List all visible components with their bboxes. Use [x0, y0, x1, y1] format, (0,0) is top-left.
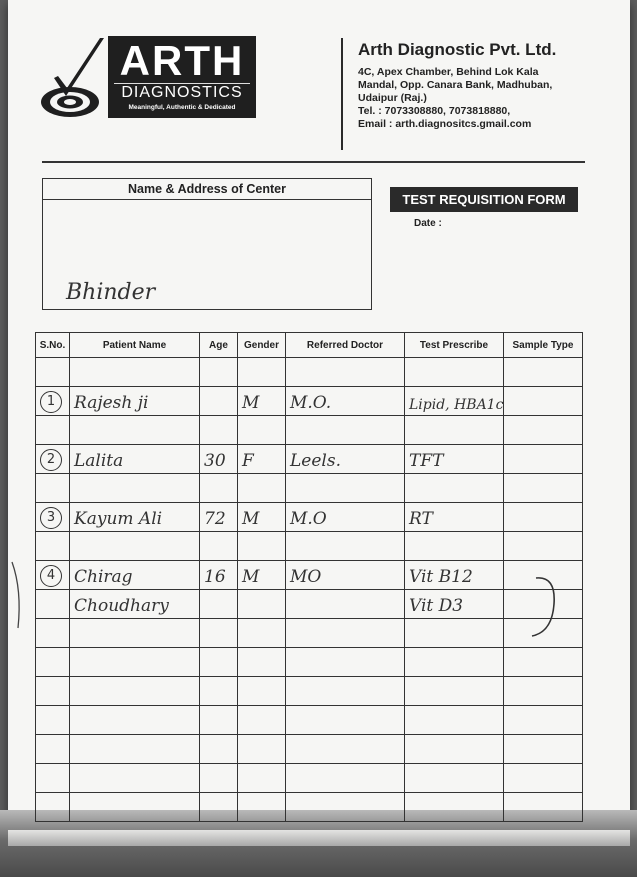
patient-gender: M — [242, 509, 260, 529]
sno-value: 3 — [40, 507, 62, 529]
patient-name: Lalita — [74, 451, 124, 471]
header-rule — [42, 161, 585, 163]
company-address-line: Mandal, Opp. Canara Bank, Madhuban, — [358, 79, 553, 91]
paper-edge — [8, 830, 630, 846]
sno-value: 1 — [40, 391, 62, 413]
table-header-row — [36, 333, 583, 358]
test-prescribed: Lipid, HBA1c — [409, 397, 504, 413]
table-row — [36, 503, 583, 532]
handwritten-bracket-mark — [530, 574, 560, 638]
table-row — [36, 706, 583, 735]
header-divider — [341, 38, 343, 150]
col-header-test-prescribe: Test Prescribe — [405, 333, 504, 358]
test-prescribed: RT — [409, 509, 433, 529]
table-row — [36, 793, 583, 822]
sno-value: 2 — [40, 449, 62, 471]
col-header-referred-doctor: Referred Doctor — [286, 333, 405, 358]
table-row — [36, 619, 583, 648]
patient-name-continued: Choudhary — [74, 596, 169, 616]
patient-age: 16 — [204, 567, 226, 587]
col-header-age: Age — [200, 333, 238, 358]
logo-wordmark — [108, 36, 256, 118]
patient-name: Chirag — [74, 567, 133, 587]
col-header-sno: S.No. — [36, 333, 70, 358]
target-check-logo-icon — [40, 38, 106, 120]
patient-name: Rajesh ji — [74, 393, 149, 413]
patient-gender: M — [242, 393, 260, 413]
referred-doctor: M.O. — [290, 393, 332, 413]
test-prescribed: TFT — [409, 451, 444, 471]
patient-age: 30 — [204, 451, 226, 471]
company-phone: Tel. : 7073308880, 7073818880, — [358, 105, 511, 117]
table-row — [36, 358, 583, 387]
logo-main-text: ARTH — [119, 37, 245, 84]
col-header-patient-name: Patient Name — [70, 333, 200, 358]
col-header-sample-type: Sample Type — [504, 333, 583, 358]
company-address-line: 4C, Apex Chamber, Behind Lok Kala — [358, 66, 539, 78]
company-details — [358, 40, 618, 131]
table-row — [36, 648, 583, 677]
table-row — [36, 445, 583, 474]
table-row — [36, 764, 583, 793]
table-row — [36, 677, 583, 706]
form-title: TEST REQUISITION FORM — [390, 187, 578, 212]
company-name: Arth Diagnostic Pvt. Ltd. — [358, 40, 557, 59]
logo-sub-text: DIAGNOSTICS — [114, 83, 250, 102]
company-email: Email : arth.diagnositcs.gmail.com — [358, 118, 532, 130]
center-name-handwritten: Bhinder — [66, 280, 156, 305]
table-row — [36, 387, 583, 416]
sno-value: 4 — [40, 565, 62, 587]
patient-gender: M — [242, 567, 260, 587]
referred-doctor: MO — [290, 567, 322, 587]
test-prescribed: Vit B12 — [409, 567, 473, 587]
company-address-line: Udaipur (Raj.) — [358, 92, 427, 104]
referred-doctor: Leels. — [290, 451, 341, 471]
referred-doctor: M.O — [290, 509, 327, 529]
table-row — [36, 590, 583, 619]
test-prescribed-continued: Vit D3 — [409, 596, 464, 616]
patient-name: Kayum Ali — [74, 509, 163, 529]
patient-age: 72 — [204, 509, 226, 529]
table-row — [36, 735, 583, 764]
table-row — [36, 561, 583, 590]
col-header-gender: Gender — [238, 333, 286, 358]
center-box-title: Name & Address of Center — [43, 179, 371, 200]
date-label: Date : — [414, 218, 442, 229]
logo-tagline: Meaningful, Authentic & Dedicated — [128, 104, 236, 111]
patient-table — [35, 332, 583, 822]
margin-pen-mark — [10, 560, 24, 630]
table-row — [36, 532, 583, 561]
table-row — [36, 416, 583, 445]
patient-gender: F — [242, 451, 254, 471]
table-row — [36, 474, 583, 503]
